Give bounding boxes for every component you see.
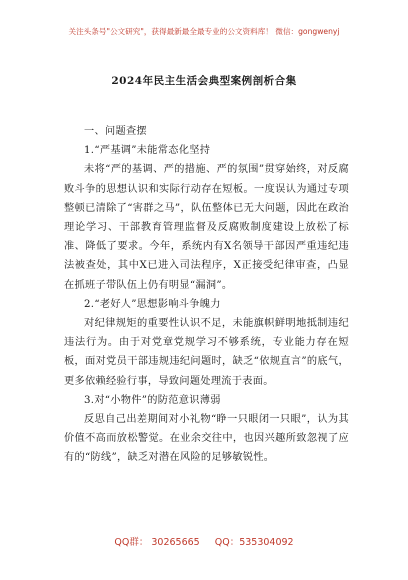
footer-qq: QQ：535304092	[214, 537, 294, 548]
item3-heading: 3.对“小物件”的防范意识薄弱	[84, 394, 221, 406]
item1-heading: 1.“严基调”未能常态化坚持	[84, 145, 211, 157]
item2-heading: 2.“老好人”思想影响斗争魄力	[84, 298, 221, 310]
item2-body: 对纪律规矩的重要性认识不足，未能旗帜鲜明地抵制违纪违法行为。由于对党章党规学习不够系统，专业能力存在短板，面对党员干部违规违纪问题时，缺乏“依规直言”的底气，更多依赖经验行事，导致问题处理流于表面。	[64, 318, 349, 387]
item3-body: 反思自己出差期间对小礼物“睁一只眼闭一只眼”，认为其价值不高而放松警觉。在业余交往中，也因兴趣所致忽视了应有的“防线”，缺乏对潜在风险的足够敏锐性。	[64, 414, 349, 464]
footer-qq-group: QQ群： 30265665	[114, 537, 200, 548]
document-title: 2024年民主生活会典型案例剖析合集	[111, 75, 297, 87]
document-body	[64, 122, 349, 468]
item1-body: 未将“严的基调、严的措施、严的氛围”贯穿始终，对反腐败斗争的思想认识和实际行动存在短板。一度误认为通过专项整顿已清除了“害群之马”，队伍整体已无大问题，因此在政治理论学习、干部教育管理监督及反腐败制度建设上放松了标准、降低了要求。今年，系统内有X名领导干部因严重违纪违法被查处，其中X已进入司法程序，X正接受纪律审查，凸显在抓班子带队伍上仍有明显“漏洞”。	[64, 164, 349, 291]
section-heading: 一、问题查摆	[84, 126, 147, 137]
header-banner: 关注头条号"公文研究"，获得最新最全最专业的公文资料库！ 微信：gongwenyj	[68, 27, 340, 36]
footer-contact	[0, 534, 408, 548]
